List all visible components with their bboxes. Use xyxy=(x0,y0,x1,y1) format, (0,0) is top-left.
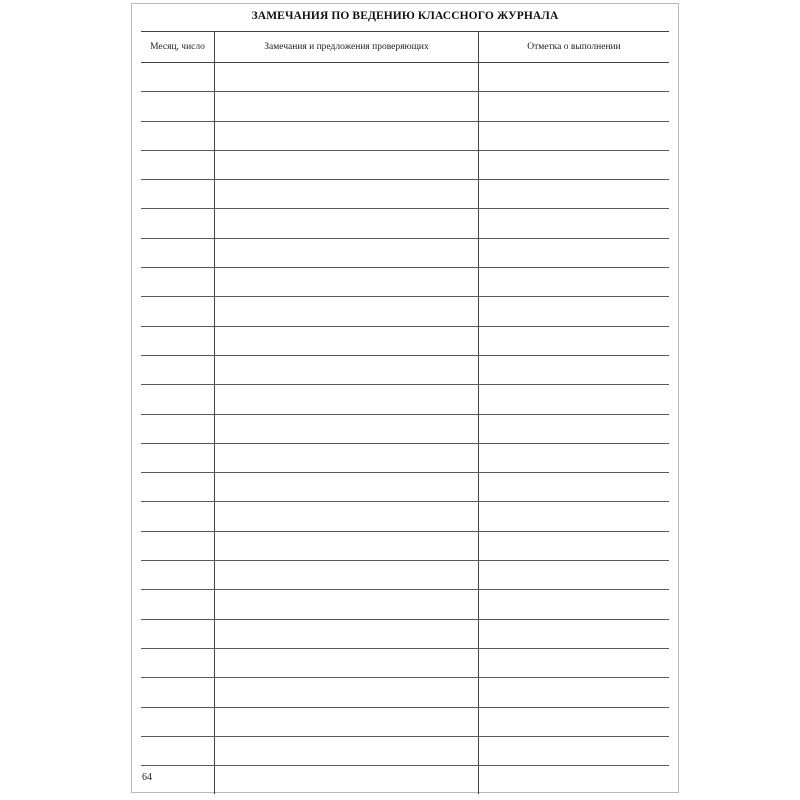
cell-date[interactable] xyxy=(141,648,215,677)
cell-completion[interactable] xyxy=(479,297,670,326)
cell-completion[interactable] xyxy=(479,238,670,267)
table-header-row xyxy=(141,32,669,63)
cell-completion[interactable] xyxy=(479,414,670,443)
cell-completion[interactable] xyxy=(479,473,670,502)
table-row xyxy=(141,92,669,121)
table-row xyxy=(141,238,669,267)
table-row xyxy=(141,531,669,560)
cell-date[interactable] xyxy=(141,385,215,414)
cell-remarks[interactable] xyxy=(215,502,479,531)
cell-remarks[interactable] xyxy=(215,531,479,560)
cell-completion[interactable] xyxy=(479,707,670,736)
table-row xyxy=(141,180,669,209)
cell-date[interactable] xyxy=(141,736,215,765)
cell-date[interactable] xyxy=(141,678,215,707)
cell-date[interactable] xyxy=(141,121,215,150)
cell-date[interactable] xyxy=(141,63,215,92)
cell-remarks[interactable] xyxy=(215,180,479,209)
cell-date[interactable] xyxy=(141,707,215,736)
cell-date[interactable] xyxy=(141,326,215,355)
cell-date[interactable] xyxy=(141,355,215,384)
cell-completion[interactable] xyxy=(479,766,670,795)
cell-date[interactable] xyxy=(141,297,215,326)
table-row xyxy=(141,121,669,150)
table-row xyxy=(141,209,669,238)
table-row xyxy=(141,414,669,443)
table-row xyxy=(141,385,669,414)
column-header-completion: Отметка о выполнении xyxy=(479,32,670,63)
table-row xyxy=(141,561,669,590)
table-row xyxy=(141,736,669,765)
column-header-remarks: Замечания и предложения проверяющих xyxy=(215,32,479,63)
cell-completion[interactable] xyxy=(479,121,670,150)
cell-completion[interactable] xyxy=(479,63,670,92)
cell-remarks[interactable] xyxy=(215,92,479,121)
remarks-table xyxy=(141,31,669,794)
cell-date[interactable] xyxy=(141,590,215,619)
cell-date[interactable] xyxy=(141,443,215,472)
cell-completion[interactable] xyxy=(479,150,670,179)
cell-remarks[interactable] xyxy=(215,238,479,267)
table-row xyxy=(141,297,669,326)
cell-date[interactable] xyxy=(141,180,215,209)
table-row xyxy=(141,502,669,531)
cell-date[interactable] xyxy=(141,150,215,179)
cell-remarks[interactable] xyxy=(215,473,479,502)
cell-completion[interactable] xyxy=(479,648,670,677)
table-row xyxy=(141,707,669,736)
cell-remarks[interactable] xyxy=(215,326,479,355)
table-row xyxy=(141,678,669,707)
page-number: 64 xyxy=(142,772,152,783)
cell-completion[interactable] xyxy=(479,619,670,648)
cell-remarks[interactable] xyxy=(215,678,479,707)
cell-completion[interactable] xyxy=(479,355,670,384)
cell-completion[interactable] xyxy=(479,736,670,765)
cell-completion[interactable] xyxy=(479,590,670,619)
cell-date[interactable] xyxy=(141,238,215,267)
cell-date[interactable] xyxy=(141,766,215,795)
cell-remarks[interactable] xyxy=(215,121,479,150)
cell-completion[interactable] xyxy=(479,209,670,238)
cell-remarks[interactable] xyxy=(215,63,479,92)
table-row xyxy=(141,766,669,795)
cell-remarks[interactable] xyxy=(215,619,479,648)
table-row xyxy=(141,619,669,648)
cell-remarks[interactable] xyxy=(215,414,479,443)
cell-completion[interactable] xyxy=(479,678,670,707)
cell-completion[interactable] xyxy=(479,561,670,590)
cell-remarks[interactable] xyxy=(215,766,479,795)
cell-remarks[interactable] xyxy=(215,268,479,297)
cell-date[interactable] xyxy=(141,502,215,531)
cell-completion[interactable] xyxy=(479,531,670,560)
cell-date[interactable] xyxy=(141,531,215,560)
column-header-date: Месяц, число xyxy=(141,32,215,63)
cell-date[interactable] xyxy=(141,561,215,590)
table-row xyxy=(141,268,669,297)
cell-date[interactable] xyxy=(141,268,215,297)
cell-remarks[interactable] xyxy=(215,561,479,590)
journal-page xyxy=(131,3,679,793)
cell-completion[interactable] xyxy=(479,92,670,121)
table-row xyxy=(141,648,669,677)
cell-remarks[interactable] xyxy=(215,736,479,765)
cell-date[interactable] xyxy=(141,92,215,121)
cell-completion[interactable] xyxy=(479,180,670,209)
cell-completion[interactable] xyxy=(479,326,670,355)
cell-date[interactable] xyxy=(141,414,215,443)
cell-date[interactable] xyxy=(141,473,215,502)
cell-completion[interactable] xyxy=(479,502,670,531)
cell-completion[interactable] xyxy=(479,385,670,414)
cell-date[interactable] xyxy=(141,209,215,238)
table-row xyxy=(141,150,669,179)
cell-remarks[interactable] xyxy=(215,590,479,619)
cell-date[interactable] xyxy=(141,619,215,648)
cell-remarks[interactable] xyxy=(215,707,479,736)
table-row xyxy=(141,326,669,355)
table-row xyxy=(141,355,669,384)
page-title: ЗАМЕЧАНИЯ ПО ВЕДЕНИЮ КЛАССНОГО ЖУРНАЛА xyxy=(251,10,559,22)
table-body xyxy=(141,63,669,795)
cell-remarks[interactable] xyxy=(215,297,479,326)
table-row xyxy=(141,590,669,619)
cell-remarks[interactable] xyxy=(215,648,479,677)
cell-remarks[interactable] xyxy=(215,150,479,179)
table-row xyxy=(141,443,669,472)
cell-completion[interactable] xyxy=(479,268,670,297)
cell-remarks[interactable] xyxy=(215,209,479,238)
table-row xyxy=(141,473,669,502)
cell-remarks[interactable] xyxy=(215,355,479,384)
cell-remarks[interactable] xyxy=(215,385,479,414)
table-row xyxy=(141,63,669,92)
cell-completion[interactable] xyxy=(479,443,670,472)
cell-remarks[interactable] xyxy=(215,443,479,472)
